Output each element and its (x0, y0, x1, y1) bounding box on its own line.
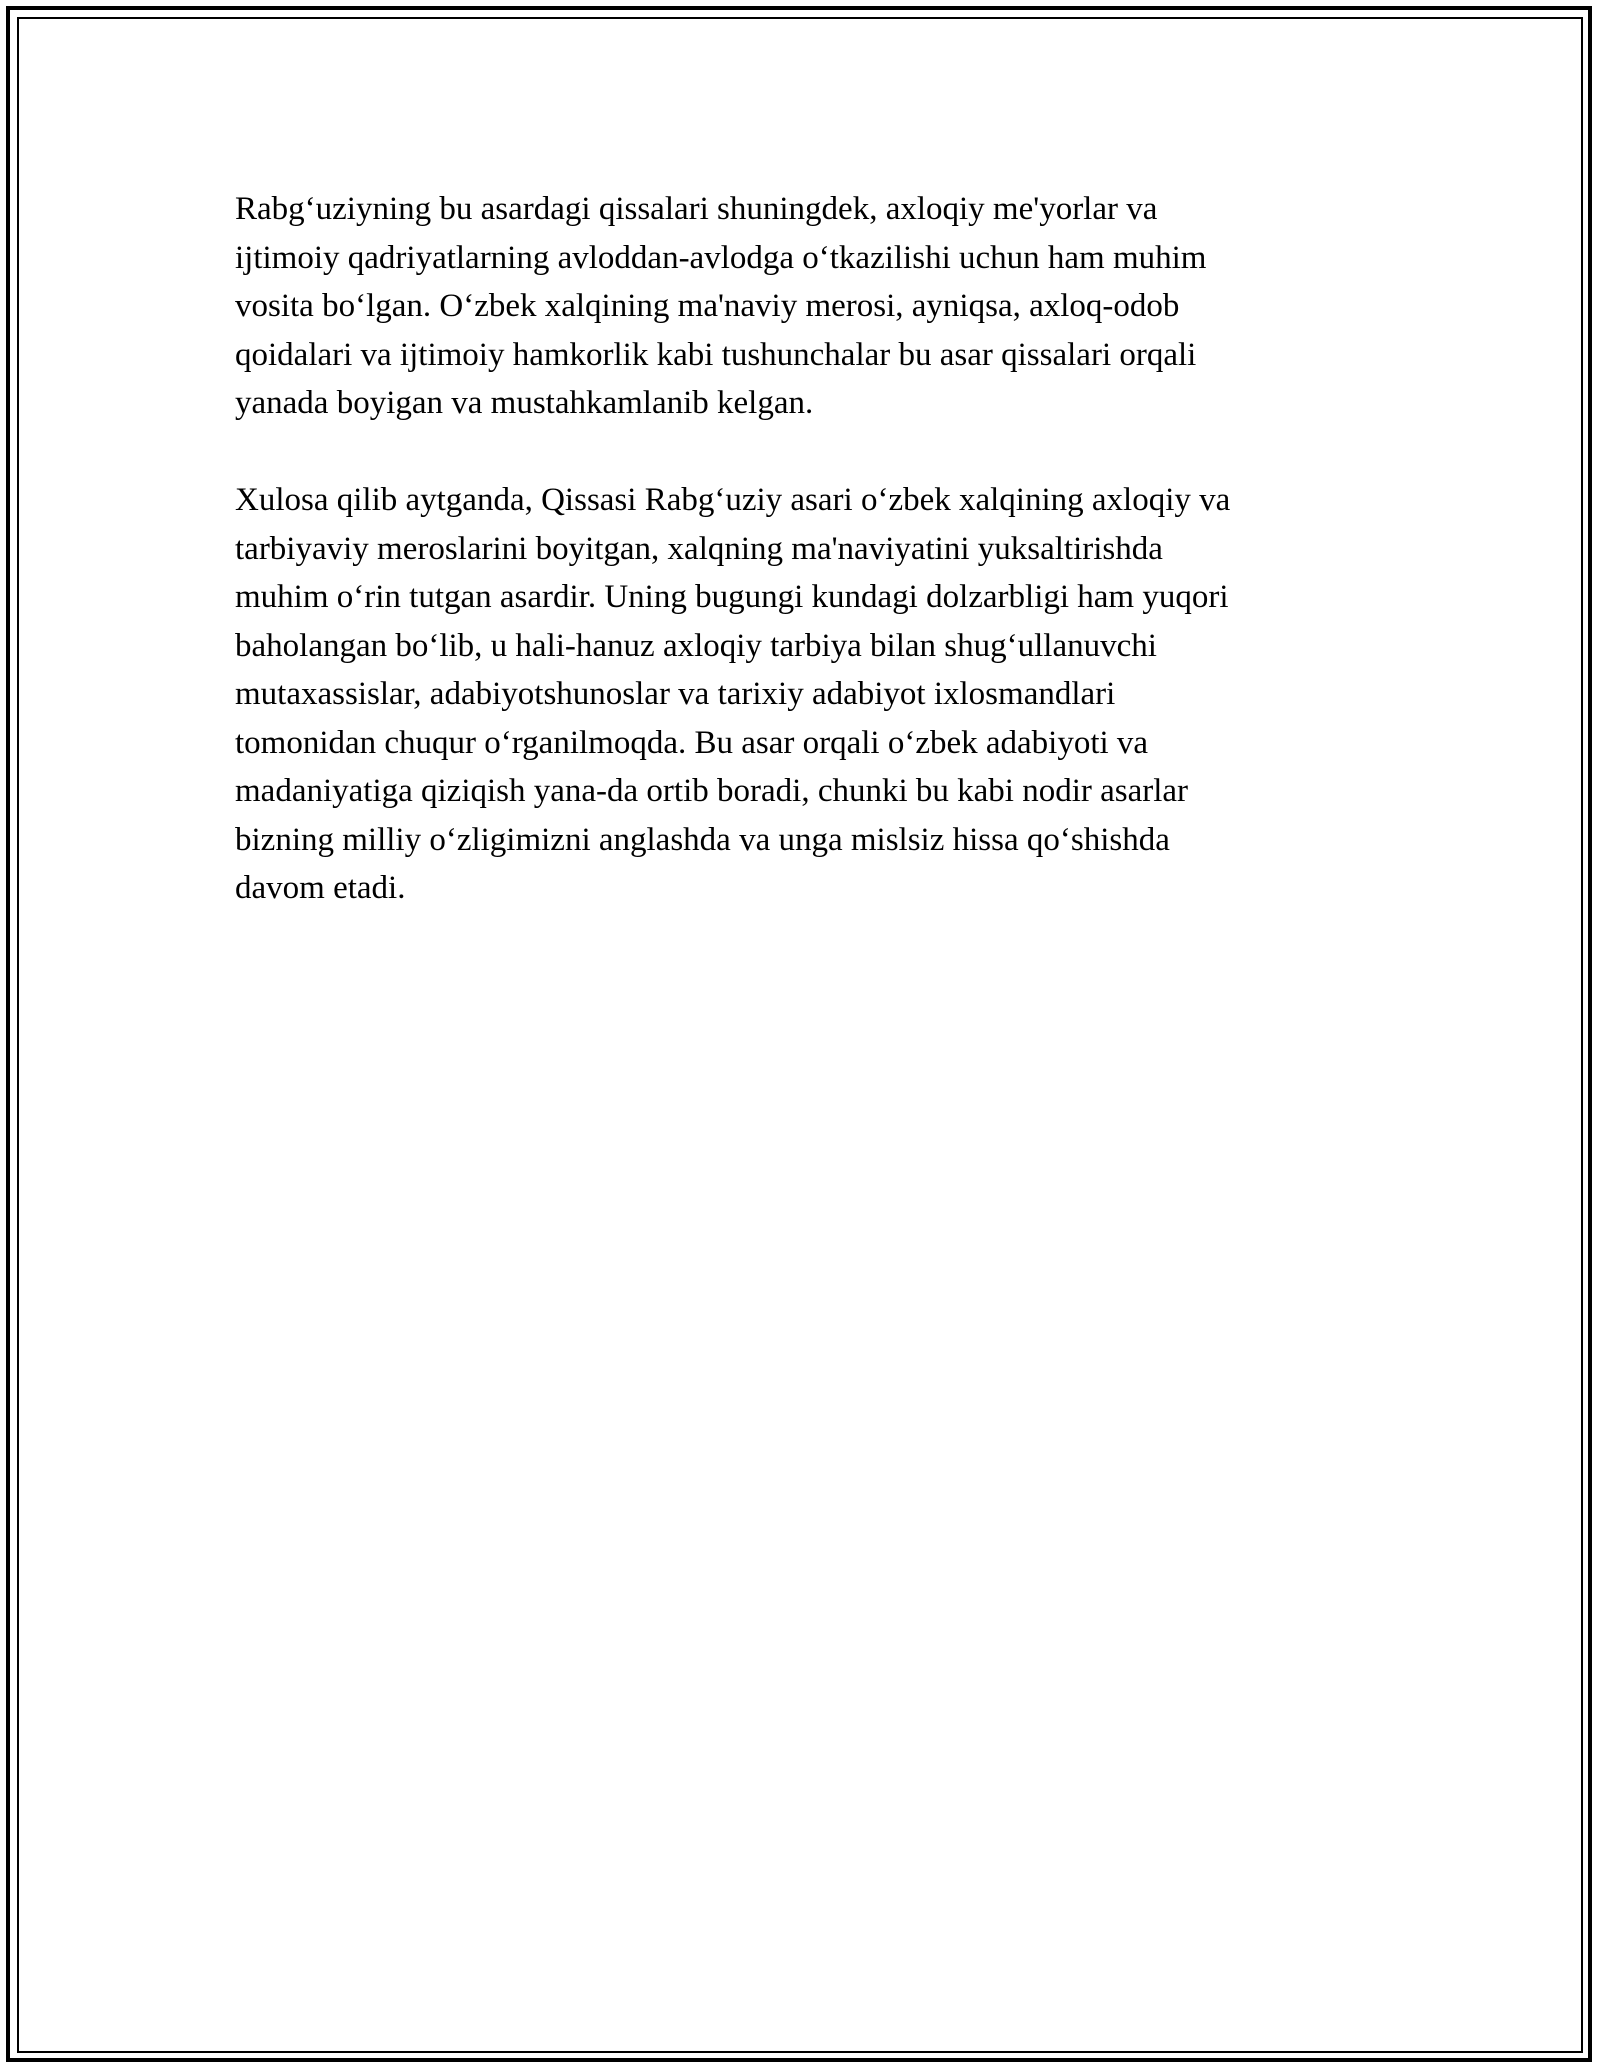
paragraph-line: davom etadi. (235, 870, 406, 906)
paragraph-2 (235, 476, 1365, 913)
paragraph-line: mutaxassislar, adabiyotshunoslar va tarixiy adabiyot ixlosmandlari (235, 676, 1116, 712)
paragraph-line: Rabg‘uziyning bu asardagi qissalari shuningdek, axloqiy me'yorlar va (235, 191, 1158, 227)
paragraph-line: yanada boyigan va mustahkamlanib kelgan. (235, 385, 814, 421)
paragraph-line: madaniyatiga qiziqish yana-da ortib boradi, chunki bu kabi nodir asarlar (235, 773, 1189, 809)
paragraph-line: ijtimoiy qadriyatlarning avloddan-avlodga o‘tkazilishi uchun ham muhim (235, 239, 1207, 276)
paragraph-line: bizning milliy o‘zligimizni anglashda va unga mislsiz hissa qo‘shishda (235, 821, 1170, 858)
paragraph-line: tomonidan chuqur o‘rganilmoqda. Bu asar orqali o‘zbek adabiyoti va (235, 724, 1149, 761)
paragraph-line: qoidalari va ijtimoiy hamkorlik kabi tushunchalar bu asar qissalari orqali (235, 336, 1197, 373)
paragraph-line: Xulosa qilib aytganda, Qissasi Rabg‘uziy asari o‘zbek xalqining axloqiy va (235, 482, 1231, 518)
paragraph-line: tarbiyaviy meroslarini boyitgan, xalqning ma'naviyatini yuksaltirishda (235, 530, 1163, 567)
paragraph-line: baholangan bo‘lib, u hali-hanuz axloqiy tarbiya bilan shug‘ullanuvchi (235, 627, 1157, 664)
document-body (235, 185, 1365, 961)
paragraph-line: muhim o‘rin tutgan asardir. Uning bugungi kundagi dolzarbligi ham yuqori (235, 579, 1229, 615)
paragraph-line: vosita bo‘lgan. O‘zbek xalqining ma'naviy merosi, ayniqsa, axloq-odob (235, 288, 1180, 324)
paragraph-1 (235, 185, 1365, 428)
